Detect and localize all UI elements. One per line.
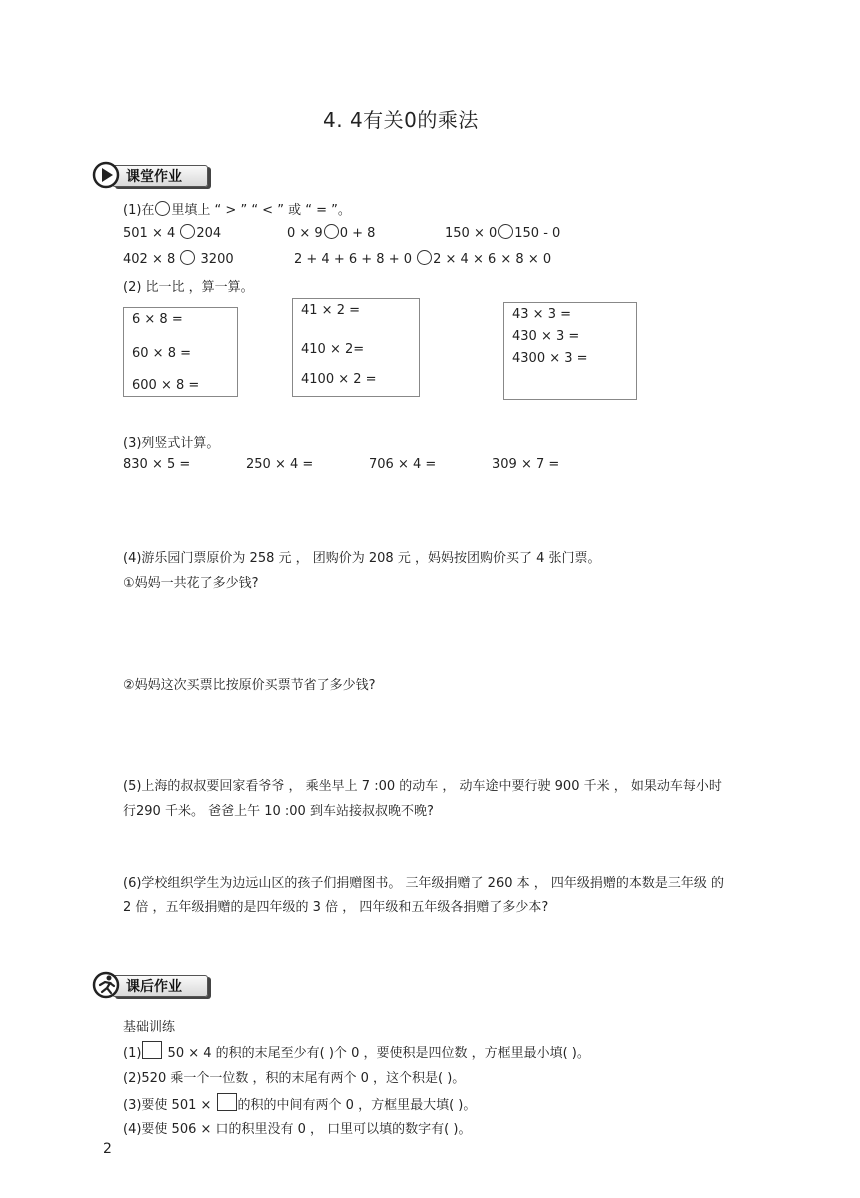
compute-item: 430 × 3 =: [512, 329, 580, 344]
compute-box-2: [292, 298, 420, 397]
blank-square[interactable]: [217, 1093, 237, 1111]
q2-prompt: (2) 比一比 ，算一算。: [123, 280, 254, 295]
blank-square[interactable]: [142, 1041, 162, 1059]
hw-item-2: (2)520 乘一个一位数 ，积的末尾有两个 0 ，这个积是( )。: [123, 1071, 466, 1086]
q4-sub1: ①妈妈一共花了多少钱?: [123, 576, 259, 591]
blank-circle[interactable]: [324, 224, 339, 239]
hw-heading: 基础训练: [123, 1020, 176, 1035]
compute-item: 41 × 2 =: [301, 303, 360, 318]
expr-left: 501 × 4: [123, 226, 176, 241]
expr-right: 2 × 4 × 6 × 8 × 0: [433, 252, 552, 267]
q4-prompt: (4)游乐园门票原价为 258 元 ， 团购价为 208 元 ，妈妈按团购价买了 4 张门票。: [123, 551, 601, 566]
q1-compare-5: [294, 250, 551, 267]
expr-right: 150 - 0: [514, 226, 561, 241]
expr-left: 2 + 4 + 6 + 8 + 0: [294, 252, 412, 267]
q3-item: 706 × 4 =: [369, 457, 437, 472]
q5-line2: 行290 千米。 爸爸上午 10 :00 到车站接叔叔晚不晚?: [123, 804, 434, 819]
compute-item: 4100 × 2 =: [301, 372, 377, 387]
q4-sub2: ②妈妈这次买票比按原价买票节省了多少钱?: [123, 678, 376, 693]
expr-left: 0 × 9: [287, 226, 323, 241]
q1-prompt: [123, 199, 351, 218]
hw-item-text: 的积的中间有两个 0 ，方框里最大填( )。: [237, 1098, 477, 1113]
expr-left: 150 × 0: [445, 226, 498, 241]
section-banner-classwork: [92, 161, 222, 187]
blank-circle[interactable]: [180, 224, 195, 239]
section-banner-homework: [92, 971, 222, 997]
page-number: 2: [103, 1141, 112, 1157]
q3-prompt: (3)列竖式计算。: [123, 436, 220, 451]
running-person-icon: [92, 971, 122, 999]
q1-compare-3: [445, 224, 560, 241]
expr-right: 0 + 8: [339, 226, 376, 241]
q1-compare-4: [123, 250, 234, 267]
expr-left: 402 × 8: [123, 252, 176, 267]
hw-item-1: [123, 1041, 590, 1061]
expr-right: 204: [196, 226, 222, 241]
hw-item-text: (3)要使 501 ×: [123, 1098, 212, 1113]
compute-item: 4300 × 3 =: [512, 351, 588, 366]
q3-item: 309 × 7 =: [492, 457, 560, 472]
q1-prompt-a: (1)在: [123, 203, 155, 218]
hw-item-text: (1): [123, 1046, 142, 1061]
q5-line1: (5)上海的叔叔要回家看爷爷 ， 乘坐早上 7 :00 的动车 ， 动车途中要行驶 900 千米 ， 如果动车每小时: [123, 779, 722, 794]
expr-right: 3200: [200, 252, 234, 267]
blank-circle[interactable]: [498, 224, 513, 239]
page-title: 4. 4有关0的乘法: [323, 108, 479, 132]
blank-circle[interactable]: [417, 250, 432, 265]
blank-circle[interactable]: [180, 250, 195, 265]
q1-compare-2: [287, 224, 375, 241]
section-label: 课堂作业: [126, 169, 182, 185]
hw-item-text: 50 × 4 的积的末尾至少有( )个 0 ，要使积是四位数 ，方框里最小填( )。: [163, 1046, 590, 1061]
q3-item: 250 × 4 =: [246, 457, 314, 472]
blank-circle[interactable]: [155, 201, 170, 216]
section-label: 课后作业: [126, 979, 182, 995]
q1-prompt-b: 里填上 “ > ” “ < ” 或 “ = ”。: [171, 203, 351, 218]
q1-compare-1: [123, 224, 221, 241]
compute-box-1: [123, 307, 238, 397]
q6-line2: 2 倍 ，五年级捐赠的是四年级的 3 倍 ， 四年级和五年级各捐赠了多少本?: [123, 900, 549, 915]
play-arrow-icon: [92, 161, 122, 189]
hw-item-3: [123, 1093, 476, 1113]
q6-line1: (6)学校组织学生为边远山区的孩子们捐赠图书。 三年级捐赠了 260 本 ， 四年级捐赠的本数是三年级 的: [123, 876, 725, 891]
compute-box-3: [503, 302, 637, 400]
compute-item: 6 × 8 =: [132, 312, 183, 327]
hw-item-4: (4)要使 506 × 口的积里没有 0 ， 口里可以填的数字有( )。: [123, 1122, 472, 1137]
compute-item: 600 × 8 =: [132, 378, 200, 393]
compute-item: 60 × 8 =: [132, 346, 191, 361]
compute-item: 410 × 2=: [301, 342, 365, 357]
compute-item: 43 × 3 =: [512, 307, 571, 322]
q3-item: 830 × 5 =: [123, 457, 191, 472]
